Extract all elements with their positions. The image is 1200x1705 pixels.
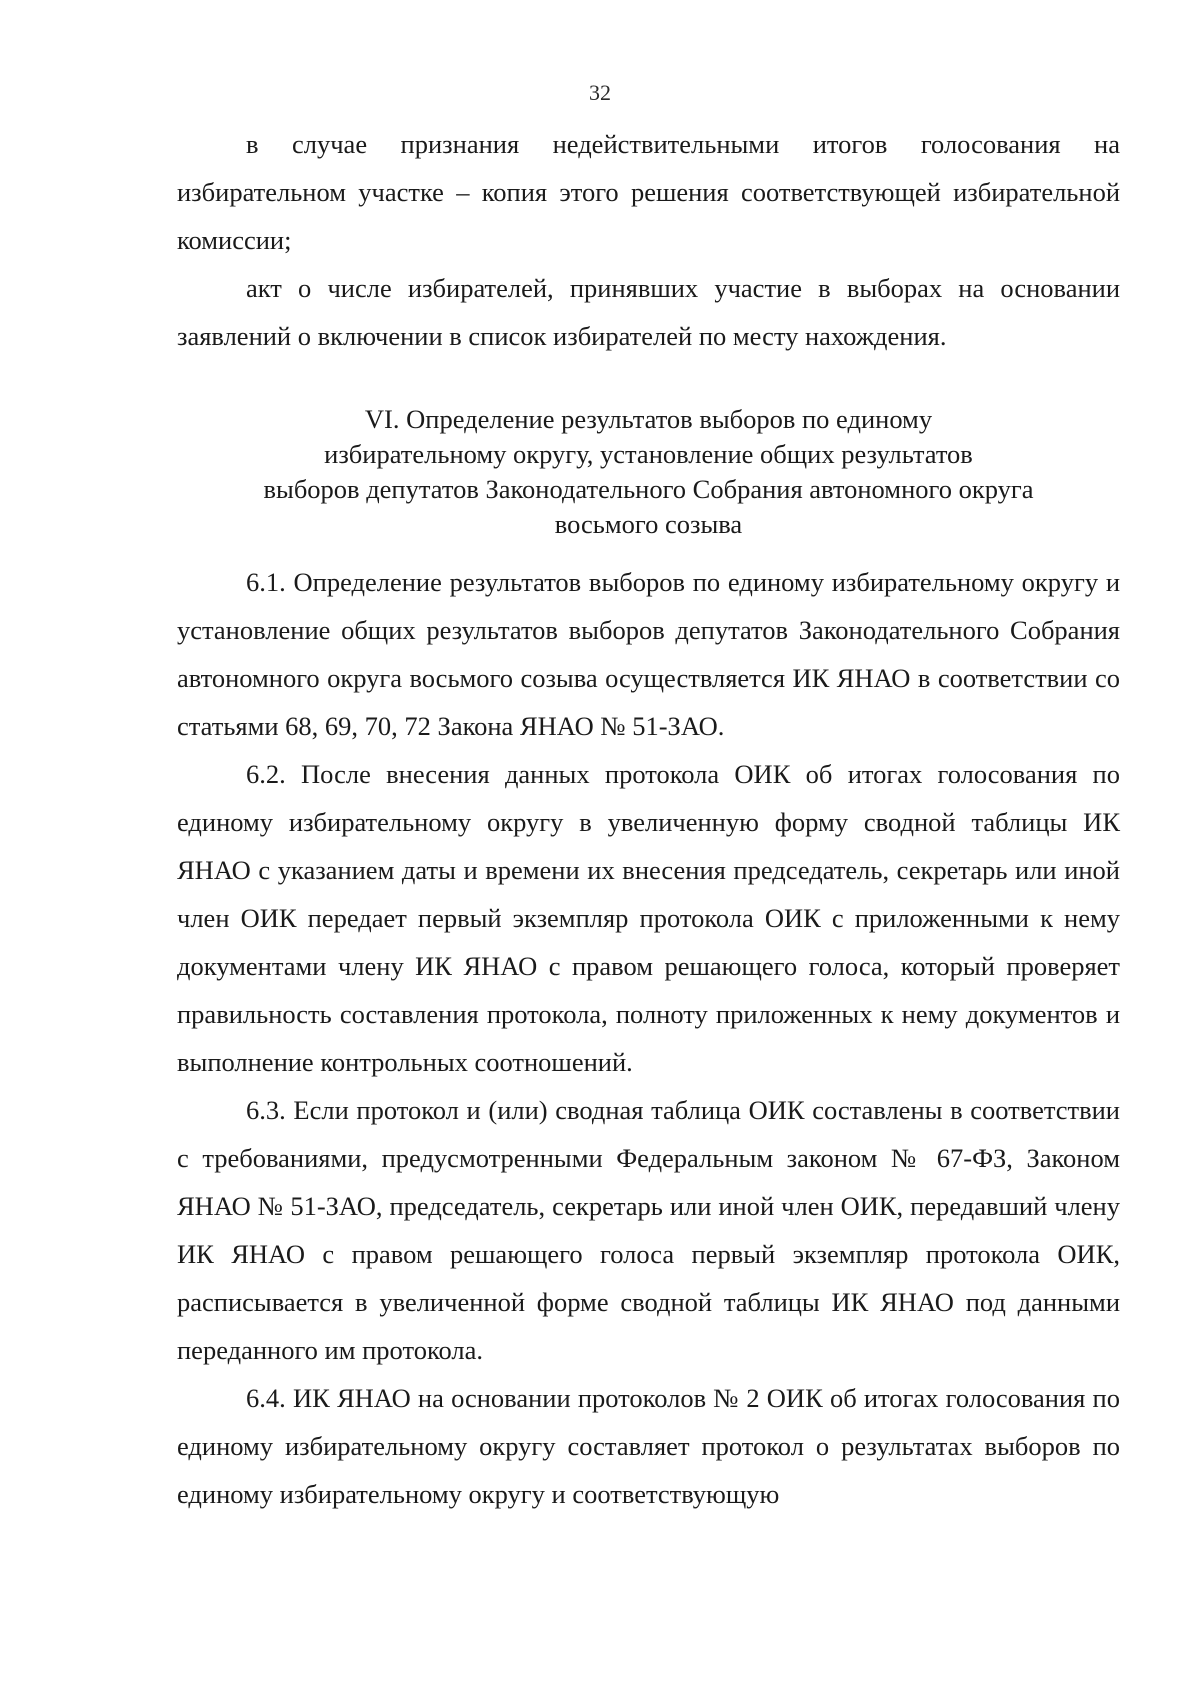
paragraph-6-3: 6.3. Если протокол и (или) сводная таблица ОИК составлены в соответствии с требованиями, предусмотренными Федеральным законом № 67-ФЗ, Законом ЯНАО № 51-ЗАО, председатель, секретарь или иной член ОИК, передавший члену ИК ЯНАО с правом решающего голоса первый экземпляр протокола ОИК, расписывается в увеличенной форме сводной таблицы ИК ЯНАО под данными переданного им протокола. — [177, 1095, 1120, 1365]
intro-paragraph-continuation: в случае признания недействительными итогов голосования на избирательном участке – копия этого решения соответствующей избирательной комиссии; — [177, 129, 1120, 255]
section-heading-line: выборов депутатов Законодательного Собрания автономного округа — [263, 474, 1034, 504]
paragraph-6-2: 6.2. После внесения данных протокола ОИК об итогах голосования по единому избирательному округу в увеличенную форму сводной таблицы ИК ЯНАО с указанием даты и времени их внесения председатель, секретарь или иной член ОИК передает первый экземпляр протокола ОИК с приложенными к нему документами члену ИК ЯНАО с правом решающего голоса, который проверяет правильность составления протокола, полноту приложенных к нему документов и выполнение контрольных соотношений. — [177, 759, 1120, 1077]
paragraph-6-1: 6.1. Определение результатов выборов по единому избирательному округу и установление общих результатов выборов депутатов Законодательного Собрания автономного округа восьмого созыва осуществляется ИК ЯНАО в соответствии со статьями 68, 69, 70, 72 Закона ЯНАО № 51-ЗАО. — [177, 567, 1120, 741]
page-number: 32 — [589, 80, 611, 105]
section-heading-line: избирательному округу, установление общих результатов — [324, 439, 973, 469]
section-heading-line: восьмого созыва — [554, 509, 743, 539]
intro-paragraph-act: акт о числе избирателей, принявших участие в выборах на основании заявлений о включении в список избирателей по месту нахождения. — [177, 273, 1120, 351]
section-heading — [177, 402, 1120, 542]
intro-text — [177, 120, 1120, 360]
paragraph-6-4: 6.4. ИК ЯНАО на основании протоколов № 2 ОИК об итогах голосования по единому избирательному округу составляет протокол о результатах выборов по единому избирательному округу и соответствующую — [177, 1383, 1120, 1509]
section-body — [177, 558, 1120, 1518]
section-heading-line: VI. Определение результатов выборов по единому — [364, 404, 933, 434]
